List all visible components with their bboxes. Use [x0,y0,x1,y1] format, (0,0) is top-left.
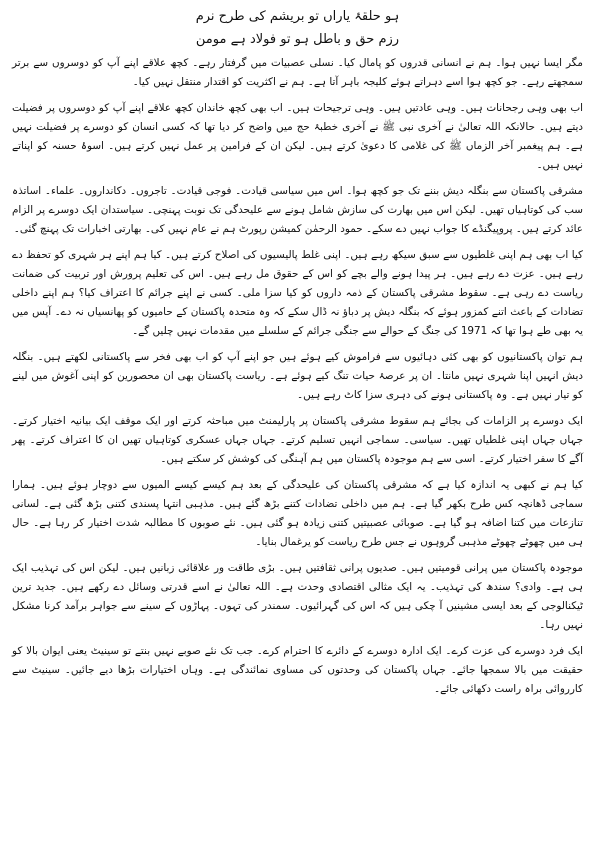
verse-heading-line-2: رزم حق و باطل ہو تو فولاد ہے مومن [195,32,400,47]
verse-heading-line-1: ہو حلقۂ یاراں تو بریشم کی طرح نرم [195,9,400,24]
paragraph-2: اب بھی وہی رجحانات ہیں۔ وہی عادتیں ہیں۔ وہی ترجیحات ہیں۔ اب بھی کچھ خاندان کچھ علاقے اپنے آپ کو دوسروں پر فضیلت دیتے ہیں۔ حالانکہ اللہ تعالیٰ نے آخری نبی ﷺ نے آخری خطبۂ حج میں واضح کر دیا تھا کہ کسی انسان کو دوسرے پر فضیلت نہیں ہے۔ ہم پیغمبر آخر الزماں ﷺ کی غلامی کا دعویٰ کرتے ہیں۔ لیکن ان کے فرامین پر عمل نہیں کرتے ہیں۔ اسوۂ حسنہ کو اپناتے نہیں ہیں۔ [12,102,583,171]
paragraph-7: کیا ہم نے کبھی یہ اندازہ کیا ہے کہ مشرقی پاکستان کی علیحدگی کے بعد ہم کیسے کیسے المیوں سے دوچار ہوئے ہیں۔ ہمارا سماجی ڈھانچہ کس طرح بکھر گیا ہے۔ ہم میں داخلی تضادات کتنے بڑھ گئے ہیں۔ مذہبی انتہا پسندی کتنی بڑھ گئی ہے۔ لسانی تنازعات میں کتنا اضافہ ہو گیا ہے۔ صوبائی عصبیتیں کتنی زیادہ ہو گئی ہیں۔ نئے صوبوں کا مطالبہ شدت اختیار کر رہا ہے۔ حال ہی میں چھوٹے چھوٹے مذہبی گروہوں نے جس طرح ریاست کو یرغمال بنایا۔ [12,479,583,548]
paragraph-1: مگر ایسا نہیں ہوا۔ ہم نے انسانی قدروں کو پامال کیا۔ نسلی عصبیات میں گرفتار رہے۔ کچھ علاقے اپنے آپ کو دوسروں سے برتر سمجھتے رہے۔ جو کچھ ہوا اسے دہراتے ہوئے کلیجہ باہر آتا ہے۔ ہم نے اکثریت کو اقتدار منتقل نہیں کیا۔ [12,57,583,88]
paragraph-5: ہم توان پاکستانیوں کو بھی کئی دہائیوں سے فراموش کیے ہوئے ہیں جو اپنے آپ کو اب بھی فخر سے پاکستانی لکھتے ہیں۔ بنگلہ دیش انہیں اپنا شہری نہیں مانتا۔ ان پر عرصۂ حیات تنگ کیے ہوئے ہے۔ ریاست پاکستان بھی ان محصورین کو اپنی آغوش میں لینے کو تیار نہیں ہے۔ وہ پاکستانی ہونے کی دہری سزا کاٹ رہے ہیں۔ [12,351,583,401]
paragraph-6: ایک دوسرے پر الزامات کی بجائے ہم سقوط مشرقی پاکستان پر پارلیمنٹ میں مباحثہ کرتے اور ایک موقف ایک بیانیہ اختیار کرتے۔ جہاں جہاں اپنی غلطیاں تھیں۔ سیاسی۔ سماجی انہیں تسلیم کرتے۔ جہاں جہاں عسکری کوتاہیاں تھیں ان کا اعتراف کرتے۔ پھر آگے کا سفر اختیار کرتے۔ اسی سے ہم موجودہ پاکستان میں ہم آہنگی کی کوشش کر سکتے ہیں۔ [12,415,583,465]
paragraph-4: کیا اب بھی ہم اپنی غلطیوں سے سبق سیکھ رہے ہیں۔ اپنی غلط پالیسیوں کی اصلاح کرتے ہیں۔ کیا ہم اپنے ہر شہری کو تحفظ دے رہے ہیں۔ عزت دے رہے ہیں۔ ہر پیدا ہونے والے بچے کو اس کے حقوق مل رہے ہیں۔ اس کی تعلیم پرورش اور تربیت کی ضمانت ریاست دے رہی ہے۔ سقوط مشرقی پاکستان کے ذمہ داروں کو کیا سزا ملی۔ کسی نے اپنے جرائم کا اعتراف کیا؟ ہم اپنے داخلی تضادات کے باعث اتنے کمزور ہوئے کہ بنگلہ دیش پر دباؤ نہ ڈال سکے کہ وہ متحدہ پاکستان کے حامیوں کو پھانسیاں نہ دے۔ آپس میں یہ بھی طے ہوا تھا کہ 1971 کی جنگ کے حوالے سے جنگی جرائم کے سلسلے میں مقدمات نہیں چلیں گے۔ [12,249,583,337]
paragraph-9: ایک فرد دوسرے کی عزت کرے۔ ایک ادارہ دوسرے کے دائرے کا احترام کرے۔ جب تک نئے صوبے نہیں بنتے تو سینیٹ یعنی ایوان بالا کو حقیقت میں بالا سمجھا جائے۔ جہاں پاکستان کی وحدتوں کی مساوی نمائندگی ہے۔ وہاں اختیارات بڑھا دیے جائیں۔ سینیٹ سے کارروائی براہ راست دکھائی جائے۔ [12,645,583,695]
paragraph-3: مشرقی پاکستان سے بنگلہ دیش بننے تک جو کچھ ہوا۔ اس میں سیاسی قیادت۔ فوجی قیادت۔ تاجروں۔ دکانداروں۔ علماء۔ اساتذہ سب کی کوتاہیاں تھیں۔ لیکن اس میں بھارت کی سازش شامل ہونے سے علیحدگی تک نوبت پہنچی۔ سیاستدان ایک دوسرے پر الزام عائد کرتے ہیں۔ پروپیگنڈے کا جواب نہیں دے سکے۔ حمود الرحمٰن کمیشن رپورٹ ہم نے عام نہیں کی۔ بھارتی اخبارات تک پہنچ گئی۔ [12,185,583,235]
paragraph-8: موجودہ پاکستان میں پرانی قومیتیں ہیں۔ صدیوں پرانی ثقافتیں ہیں۔ بڑی طاقت ور علاقائی زبانیں ہیں۔ لیکن اس کی تہذیب ایک ہی ہے۔ وادی؟ سندھ کی تہذیب۔ یہ ایک مثالی اقتصادی وحدت ہے۔ اللہ تعالیٰ نے اسے قدرتی وسائل دے رکھے ہیں۔ جدید ترین ٹیکنالوجی کے بعد ایسی مشینیں آ چکی ہیں کہ اس کی گہرائیوں۔ سمندر کی تہوں۔ پہاڑوں کے سینے سے جواہر برآمد کرنا مشکل نہیں رہا۔ [12,562,583,631]
